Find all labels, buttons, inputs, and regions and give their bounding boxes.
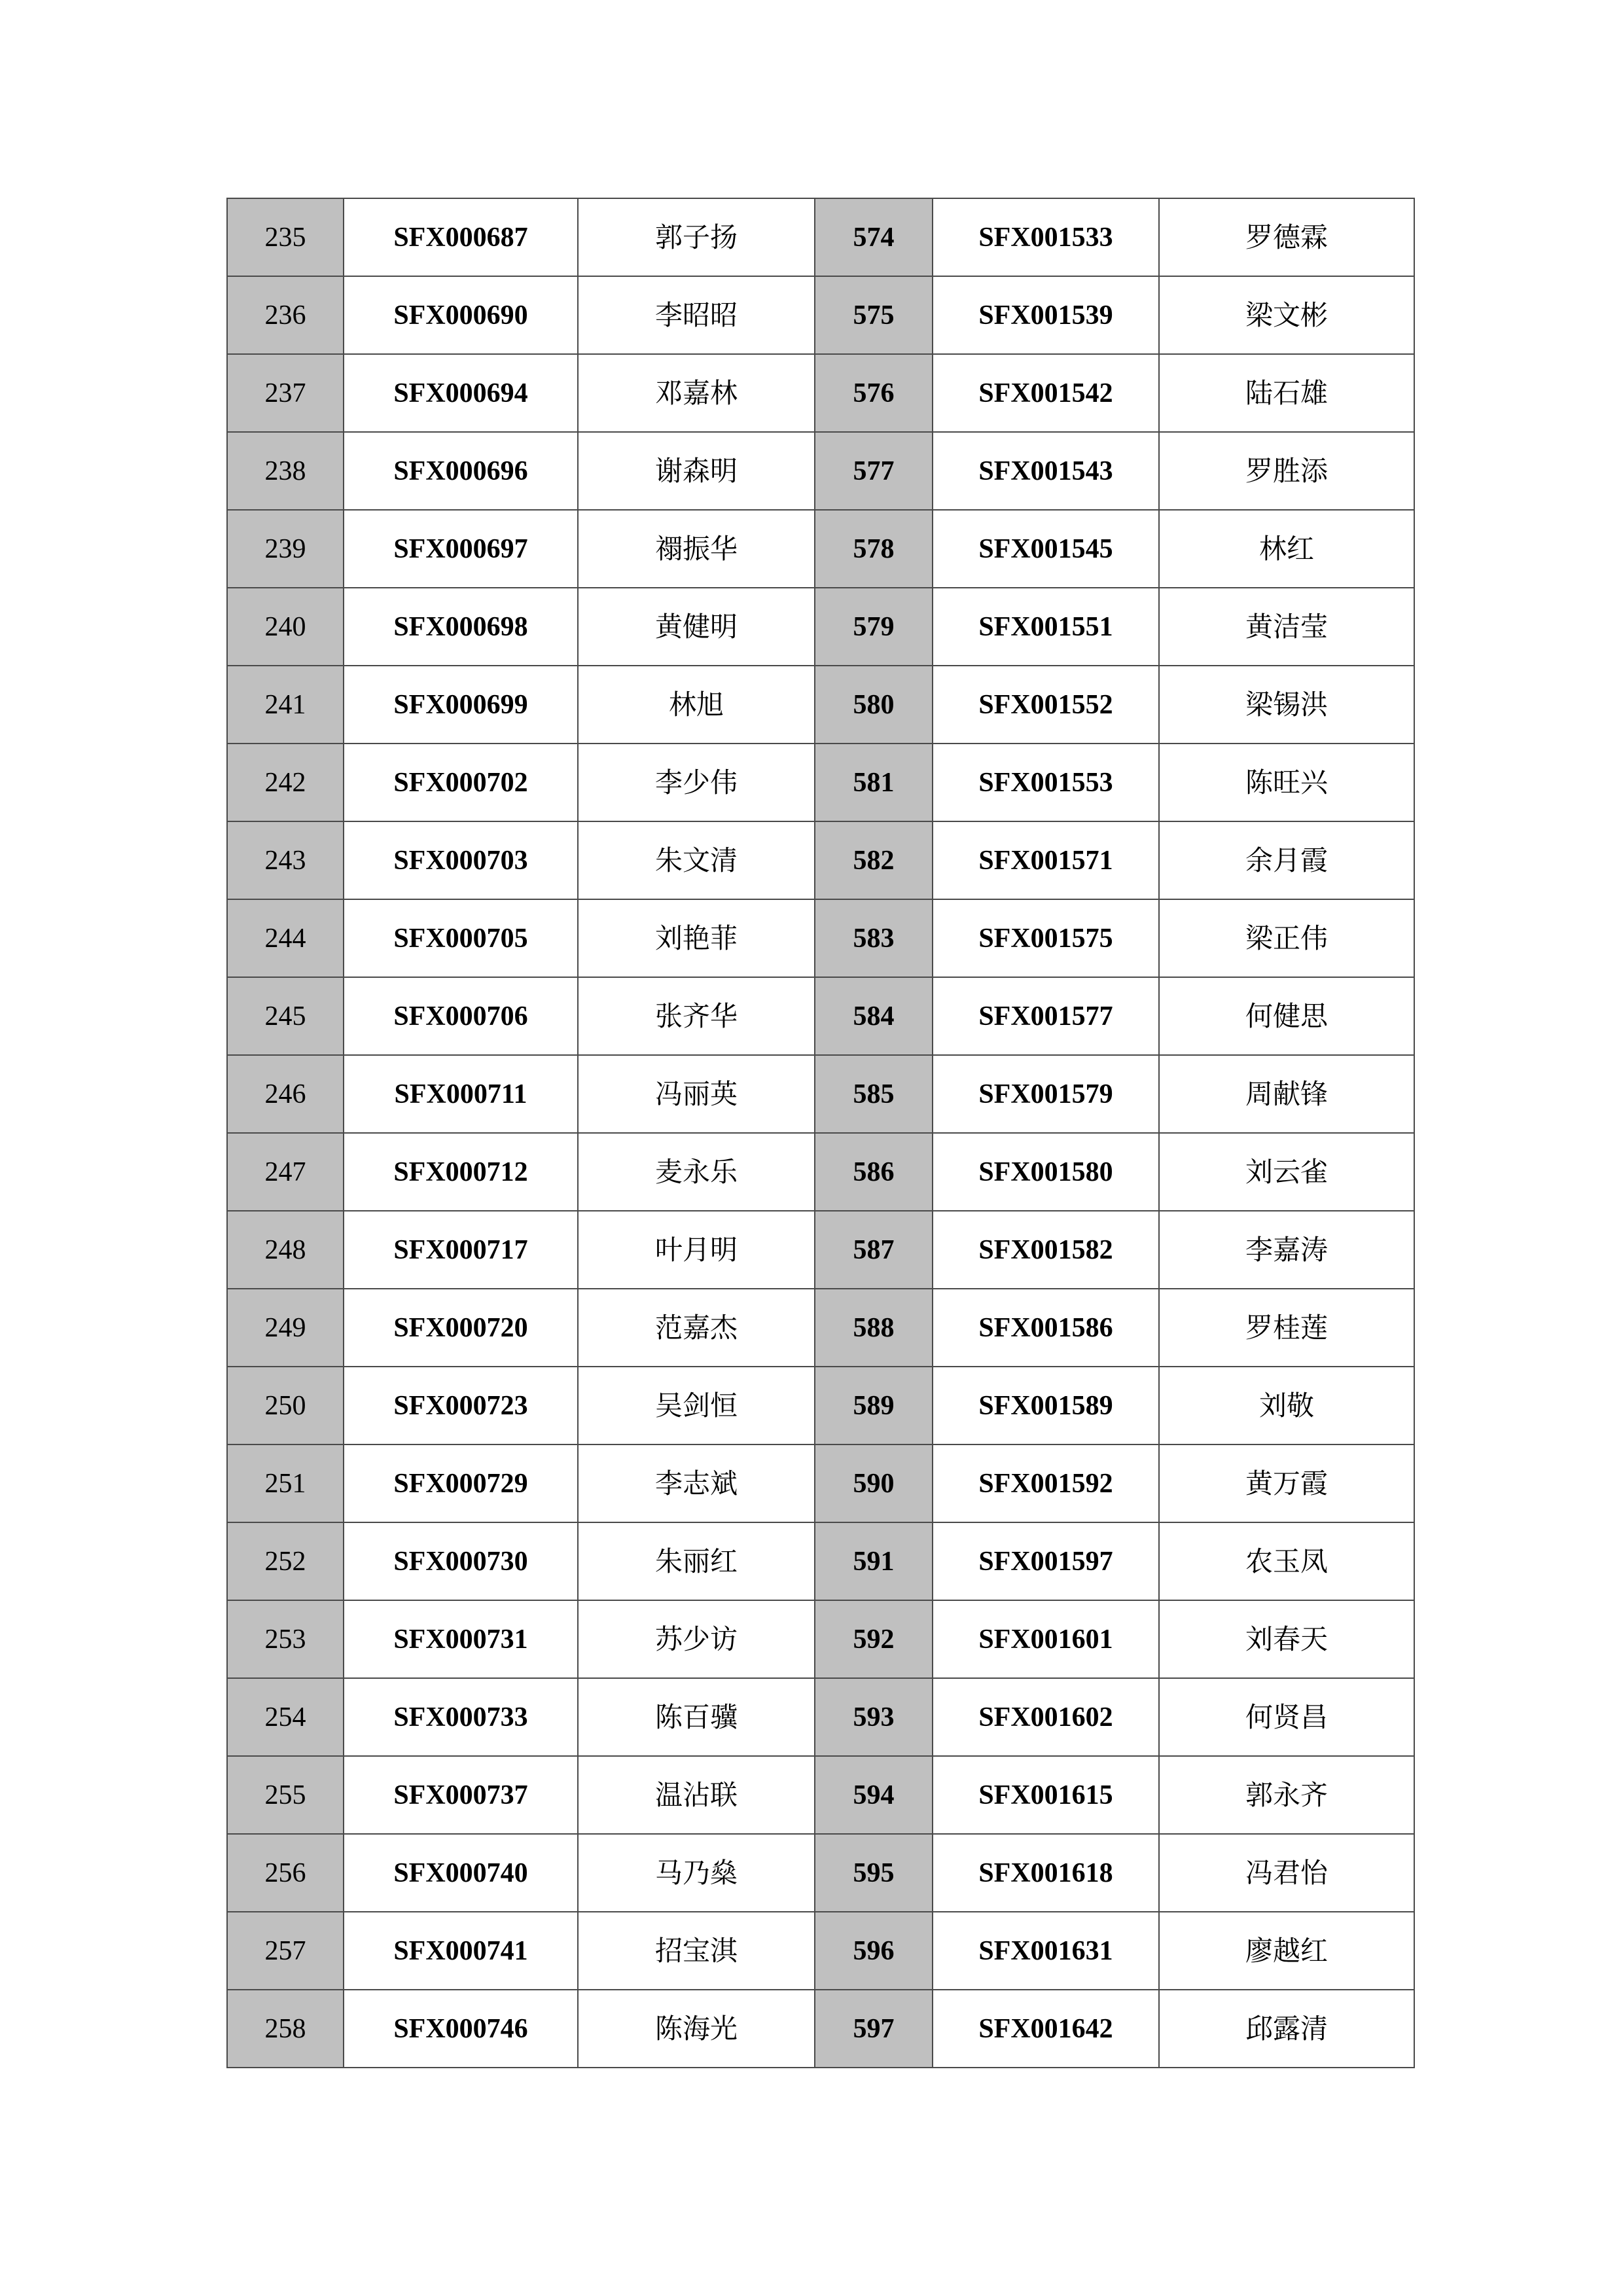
member-id-right: SFX001579 (933, 1055, 1159, 1133)
member-id-right: SFX001543 (933, 432, 1159, 510)
row-number-right: 594 (815, 1756, 933, 1834)
row-number-right: 586 (815, 1133, 933, 1211)
member-name-left: 朱文清 (578, 821, 815, 899)
member-name-left: 谢森明 (578, 432, 815, 510)
table-row (227, 432, 1414, 510)
roster-body (227, 198, 1414, 2068)
member-name-right: 罗德霖 (1159, 198, 1414, 276)
member-id-left: SFX000717 (344, 1211, 578, 1289)
row-number-left: 247 (227, 1133, 344, 1211)
roster-table (226, 198, 1415, 2068)
table-row (227, 1289, 1414, 1367)
member-name-left: 郭子扬 (578, 198, 815, 276)
member-name-right: 黄万霞 (1159, 1444, 1414, 1522)
member-id-right: SFX001539 (933, 276, 1159, 354)
member-name-left: 范嘉杰 (578, 1289, 815, 1367)
member-name-left: 陈百骥 (578, 1678, 815, 1756)
member-id-right: SFX001586 (933, 1289, 1159, 1367)
member-id-right: SFX001553 (933, 744, 1159, 821)
row-number-right: 584 (815, 977, 933, 1055)
member-name-right: 农玉凤 (1159, 1522, 1414, 1600)
member-name-right: 林红 (1159, 510, 1414, 588)
member-name-left: 林旭 (578, 666, 815, 744)
row-number-right: 590 (815, 1444, 933, 1522)
member-name-left: 李少伟 (578, 744, 815, 821)
row-number-left: 241 (227, 666, 344, 744)
member-id-right: SFX001602 (933, 1678, 1159, 1756)
member-name-right: 刘云雀 (1159, 1133, 1414, 1211)
member-id-right: SFX001552 (933, 666, 1159, 744)
table-row (227, 588, 1414, 666)
member-name-left: 黄健明 (578, 588, 815, 666)
row-number-right: 589 (815, 1367, 933, 1444)
table-row (227, 1444, 1414, 1522)
row-number-left: 250 (227, 1367, 344, 1444)
row-number-right: 585 (815, 1055, 933, 1133)
table-row (227, 1367, 1414, 1444)
table-row (227, 744, 1414, 821)
member-id-right: SFX001542 (933, 354, 1159, 432)
row-number-left: 258 (227, 1990, 344, 2068)
member-id-left: SFX000705 (344, 899, 578, 977)
member-name-right: 罗胜添 (1159, 432, 1414, 510)
member-name-right: 刘敬 (1159, 1367, 1414, 1444)
row-number-left: 240 (227, 588, 344, 666)
member-id-right: SFX001580 (933, 1133, 1159, 1211)
member-name-right: 冯君怡 (1159, 1834, 1414, 1912)
table-row (227, 1912, 1414, 1990)
member-name-left: 禤振华 (578, 510, 815, 588)
table-row (227, 899, 1414, 977)
table-row (227, 1600, 1414, 1678)
row-number-left: 243 (227, 821, 344, 899)
table-row (227, 1990, 1414, 2068)
member-id-left: SFX000711 (344, 1055, 578, 1133)
row-number-left: 251 (227, 1444, 344, 1522)
row-number-right: 580 (815, 666, 933, 744)
row-number-left: 248 (227, 1211, 344, 1289)
member-name-left: 冯丽英 (578, 1055, 815, 1133)
member-name-right: 梁文彬 (1159, 276, 1414, 354)
row-number-right: 583 (815, 899, 933, 977)
member-name-right: 黄洁莹 (1159, 588, 1414, 666)
row-number-left: 249 (227, 1289, 344, 1367)
row-number-left: 253 (227, 1600, 344, 1678)
member-name-left: 李志斌 (578, 1444, 815, 1522)
row-number-right: 579 (815, 588, 933, 666)
member-id-left: SFX000697 (344, 510, 578, 588)
member-name-left: 温沾联 (578, 1756, 815, 1834)
member-id-left: SFX000730 (344, 1522, 578, 1600)
row-number-right: 581 (815, 744, 933, 821)
row-number-left: 246 (227, 1055, 344, 1133)
member-name-left: 陈海光 (578, 1990, 815, 2068)
member-name-right: 何贤昌 (1159, 1678, 1414, 1756)
row-number-right: 597 (815, 1990, 933, 2068)
member-name-left: 吴剑恒 (578, 1367, 815, 1444)
table-row (227, 1834, 1414, 1912)
row-number-left: 236 (227, 276, 344, 354)
member-id-left: SFX000737 (344, 1756, 578, 1834)
row-number-right: 575 (815, 276, 933, 354)
member-id-right: SFX001589 (933, 1367, 1159, 1444)
row-number-right: 574 (815, 198, 933, 276)
table-row (227, 1055, 1414, 1133)
table-row (227, 1211, 1414, 1289)
member-id-left: SFX000740 (344, 1834, 578, 1912)
member-name-right: 余月霞 (1159, 821, 1414, 899)
row-number-left: 256 (227, 1834, 344, 1912)
member-id-left: SFX000723 (344, 1367, 578, 1444)
member-id-right: SFX001551 (933, 588, 1159, 666)
table-row (227, 1133, 1414, 1211)
member-id-left: SFX000702 (344, 744, 578, 821)
member-name-right: 陆石雄 (1159, 354, 1414, 432)
table-row (227, 1678, 1414, 1756)
row-number-right: 588 (815, 1289, 933, 1367)
member-name-right: 刘春天 (1159, 1600, 1414, 1678)
member-name-right: 何健思 (1159, 977, 1414, 1055)
member-id-right: SFX001642 (933, 1990, 1159, 2068)
member-name-right: 周献锋 (1159, 1055, 1414, 1133)
member-name-right: 廖越红 (1159, 1912, 1414, 1990)
row-number-right: 591 (815, 1522, 933, 1600)
table-row (227, 666, 1414, 744)
row-number-left: 238 (227, 432, 344, 510)
row-number-left: 257 (227, 1912, 344, 1990)
member-id-left: SFX000741 (344, 1912, 578, 1990)
member-name-right: 郭永齐 (1159, 1756, 1414, 1834)
table-row (227, 1756, 1414, 1834)
member-name-left: 马乃燊 (578, 1834, 815, 1912)
row-number-right: 578 (815, 510, 933, 588)
member-id-right: SFX001582 (933, 1211, 1159, 1289)
member-id-right: SFX001575 (933, 899, 1159, 977)
member-name-left: 李昭昭 (578, 276, 815, 354)
table-row (227, 276, 1414, 354)
member-id-left: SFX000694 (344, 354, 578, 432)
member-id-left: SFX000696 (344, 432, 578, 510)
row-number-right: 576 (815, 354, 933, 432)
row-number-left: 252 (227, 1522, 344, 1600)
row-number-right: 587 (815, 1211, 933, 1289)
member-id-right: SFX001577 (933, 977, 1159, 1055)
member-name-right: 邱露清 (1159, 1990, 1414, 2068)
row-number-right: 596 (815, 1912, 933, 1990)
row-number-left: 254 (227, 1678, 344, 1756)
member-id-left: SFX000733 (344, 1678, 578, 1756)
member-name-left: 刘艳菲 (578, 899, 815, 977)
row-number-right: 582 (815, 821, 933, 899)
row-number-left: 239 (227, 510, 344, 588)
member-name-left: 苏少访 (578, 1600, 815, 1678)
member-id-right: SFX001615 (933, 1756, 1159, 1834)
member-name-right: 罗桂莲 (1159, 1289, 1414, 1367)
row-number-right: 595 (815, 1834, 933, 1912)
member-id-left: SFX000706 (344, 977, 578, 1055)
row-number-right: 577 (815, 432, 933, 510)
row-number-left: 242 (227, 744, 344, 821)
table-row (227, 1522, 1414, 1600)
table-row (227, 821, 1414, 899)
member-id-left: SFX000703 (344, 821, 578, 899)
member-id-left: SFX000698 (344, 588, 578, 666)
table-row (227, 977, 1414, 1055)
member-id-right: SFX001533 (933, 198, 1159, 276)
member-id-left: SFX000720 (344, 1289, 578, 1367)
row-number-left: 235 (227, 198, 344, 276)
member-name-right: 陈旺兴 (1159, 744, 1414, 821)
member-id-left: SFX000712 (344, 1133, 578, 1211)
member-id-left: SFX000746 (344, 1990, 578, 2068)
member-name-right: 李嘉涛 (1159, 1211, 1414, 1289)
row-number-left: 245 (227, 977, 344, 1055)
table-row (227, 354, 1414, 432)
row-number-right: 592 (815, 1600, 933, 1678)
member-id-right: SFX001571 (933, 821, 1159, 899)
member-id-left: SFX000729 (344, 1444, 578, 1522)
row-number-right: 593 (815, 1678, 933, 1756)
member-name-left: 朱丽红 (578, 1522, 815, 1600)
row-number-left: 237 (227, 354, 344, 432)
member-name-left: 麦永乐 (578, 1133, 815, 1211)
member-name-left: 招宝淇 (578, 1912, 815, 1990)
member-id-right: SFX001601 (933, 1600, 1159, 1678)
member-id-right: SFX001597 (933, 1522, 1159, 1600)
member-name-left: 邓嘉林 (578, 354, 815, 432)
row-number-left: 244 (227, 899, 344, 977)
member-name-right: 梁正伟 (1159, 899, 1414, 977)
member-id-right: SFX001592 (933, 1444, 1159, 1522)
member-id-left: SFX000699 (344, 666, 578, 744)
member-id-right: SFX001545 (933, 510, 1159, 588)
member-id-left: SFX000690 (344, 276, 578, 354)
member-name-right: 梁锡洪 (1159, 666, 1414, 744)
row-number-left: 255 (227, 1756, 344, 1834)
member-name-left: 叶月明 (578, 1211, 815, 1289)
table-row (227, 198, 1414, 276)
member-id-left: SFX000687 (344, 198, 578, 276)
table-row (227, 510, 1414, 588)
member-id-left: SFX000731 (344, 1600, 578, 1678)
member-id-right: SFX001618 (933, 1834, 1159, 1912)
member-name-left: 张齐华 (578, 977, 815, 1055)
member-id-right: SFX001631 (933, 1912, 1159, 1990)
